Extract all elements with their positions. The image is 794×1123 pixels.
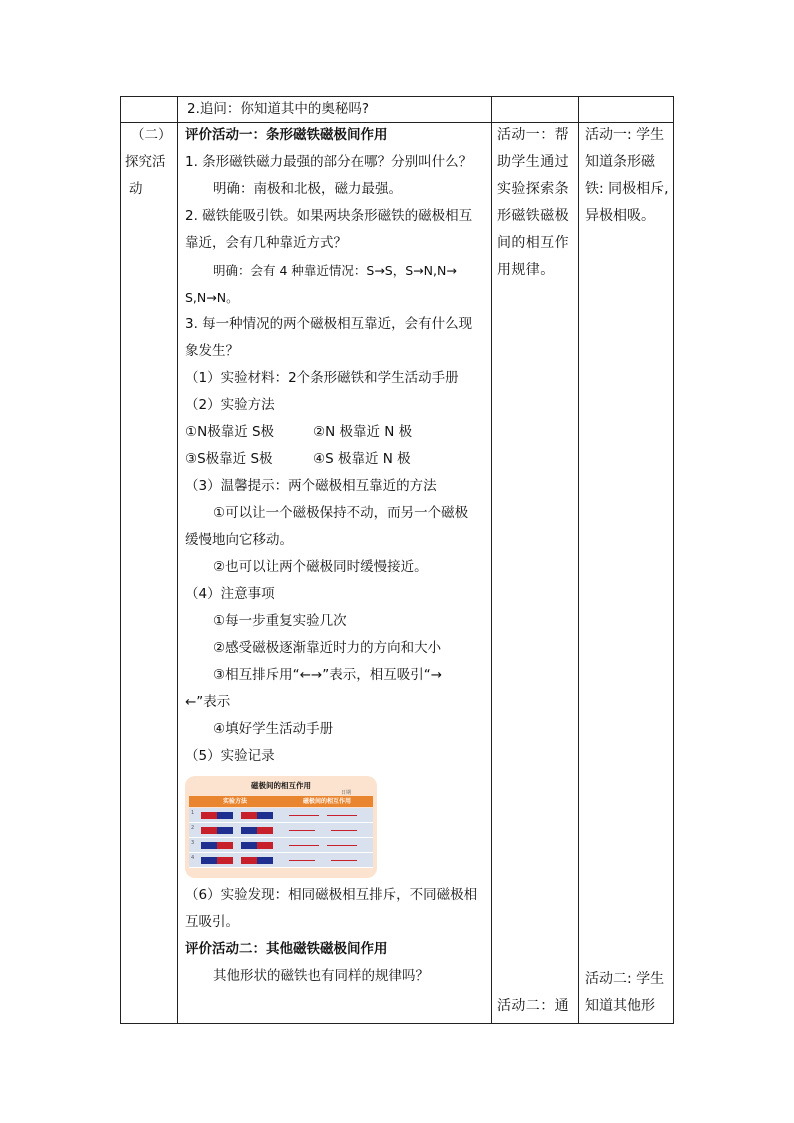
design-line: 活动二：通 — [497, 998, 569, 1014]
method-row-1 — [185, 419, 487, 446]
magnet-bar — [201, 812, 233, 819]
notes-item: （4）注意事项 — [185, 586, 275, 602]
figure-header-interaction: 磁极间的相互作用 — [302, 798, 351, 805]
tip-1-line2: 缓慢地向它移动。 — [185, 532, 293, 548]
method-row-2 — [185, 446, 487, 473]
figure-row-number: 2 — [191, 825, 195, 831]
figure-row — [189, 808, 373, 823]
arrow-left — [327, 845, 357, 846]
finding-line1: （6）实验发现：相同磁极相互排斥，不同磁极相 — [185, 887, 478, 903]
arrow-right — [331, 860, 357, 861]
row2-design-cell — [497, 122, 577, 284]
followup-question: 2.追问：你知道其中的奥秘吗? — [187, 101, 370, 117]
method-item: （2）实验方法 — [185, 397, 275, 413]
figure-row — [189, 823, 373, 838]
magnet-bar — [241, 842, 273, 849]
design-line: 用规律。 — [497, 262, 555, 278]
figure-row — [189, 853, 373, 868]
magnet-bar — [241, 827, 273, 834]
section-name-line1: 探究活 — [125, 154, 166, 170]
figure-row-number: 1 — [191, 810, 195, 816]
row2-design-cell-2 — [497, 993, 577, 1020]
arrow-left — [289, 830, 315, 831]
figure-row-number: 3 — [191, 840, 195, 846]
magnet-bar — [241, 857, 273, 864]
design-line: 间的相互作 — [497, 235, 569, 251]
method-c: ③S极靠近 S极 — [185, 451, 273, 467]
note-3-line1: ③相互排斥用“←→”表示，相互吸引“→ — [213, 667, 443, 683]
goal-line: 知道条形磁 — [585, 154, 655, 170]
design-line: 形磁铁磁极 — [497, 208, 569, 224]
design-line: 助学生通过 — [497, 154, 569, 170]
arrow-right — [331, 830, 357, 831]
column-divider — [177, 97, 178, 1023]
goal-line: 活动二: 学生 — [585, 971, 665, 987]
record-item: （5）实验记录 — [185, 748, 275, 764]
note-4: ④填好学生活动手册 — [213, 721, 334, 737]
method-d: ④S 极靠近 N 极 — [313, 451, 411, 467]
question-3-line1: 3. 每一种情况的两个磁极相互靠近，会有什么现 — [185, 316, 473, 332]
lesson-table — [120, 96, 674, 1024]
row2-goal-cell-2 — [585, 966, 671, 1020]
arrow-right — [289, 815, 319, 816]
materials-item: （1）实验材料：2个条形磁铁和学生活动手册 — [185, 370, 459, 386]
note-2: ②感受磁极逐渐靠近时力的方向和大小 — [213, 640, 442, 656]
finding-line2: 互吸引。 — [185, 914, 239, 930]
method-a: ①N极靠近 S极 — [185, 424, 275, 440]
magnet-bar — [201, 827, 233, 834]
question-2-line2: 靠近，会有几种靠近方式？ — [185, 235, 347, 251]
note-1: ①每一步重复实验几次 — [213, 613, 347, 629]
arrow-left — [327, 815, 357, 816]
row2-goal-cell — [585, 122, 671, 230]
goal-line: 异极相吸。 — [585, 208, 655, 224]
magnet-bar — [201, 842, 233, 849]
arrow-left — [289, 860, 315, 861]
column-divider — [578, 97, 579, 1023]
repulsion-arrows — [289, 830, 357, 831]
tip-2: ②也可以让两个磁极同时缓慢接近。 — [213, 559, 428, 575]
note-3-line2: ←”表示 — [185, 694, 231, 710]
section-name-line2: 动 — [129, 181, 143, 197]
row1-main-cell — [187, 96, 487, 123]
figure-row-number: 4 — [191, 855, 195, 861]
magnet-bar — [201, 857, 233, 864]
answer-2-line1: 明确：会有 4 种靠近情况：S→S，S→N,N→ — [213, 263, 457, 278]
row2-section-cell — [125, 122, 175, 203]
tip-1-line1: ①可以让一个磁极保持不动，而另一个磁极 — [213, 505, 469, 521]
tips-item: （3）温馨提示：两个磁极相互靠近的方法 — [185, 478, 437, 494]
design-line: 活动一：帮 — [497, 127, 569, 143]
arrow-right — [289, 845, 319, 846]
answer-2-line2: S,N→N。 — [185, 290, 239, 305]
figure-header — [189, 796, 373, 807]
answer-1: 明确：南极和北极，磁力最强。 — [213, 181, 402, 197]
magnet-bar — [241, 812, 273, 819]
activity1-heading: 评价活动一：条形磁铁磁极间作用 — [185, 127, 388, 143]
design-line: 实验探索条 — [497, 181, 569, 197]
figure-row — [189, 838, 373, 853]
question-1: 1. 条形磁铁磁力最强的部分在哪？分别叫什么？ — [185, 154, 473, 170]
row2-main-cell — [185, 122, 487, 990]
question-2-line1: 2. 磁铁能吸引铁。如果两块条形磁铁的磁极相互 — [185, 208, 473, 224]
section-number: （二） — [131, 127, 172, 143]
figure-date-label: 日期 — [340, 790, 351, 796]
goal-line: 活动一: 学生 — [585, 127, 665, 143]
repulsion-arrows — [289, 860, 357, 861]
attraction-arrows — [289, 815, 357, 816]
figure-header-method: 实验方法 — [222, 798, 247, 805]
activity2-heading: 评价活动二：其他磁铁磁极间作用 — [185, 941, 388, 957]
column-divider — [491, 97, 492, 1023]
record-table-figure — [185, 776, 377, 878]
method-b: ②N 极靠近 N 极 — [313, 424, 413, 440]
attraction-arrows — [289, 845, 357, 846]
question-3-line2: 象发生？ — [185, 343, 239, 359]
goal-line: 知道其他形 — [585, 998, 655, 1014]
question-4: 其他形状的磁铁也有同样的规律吗？ — [213, 968, 429, 984]
figure-title: 磁极间的相互作用 — [251, 781, 311, 790]
goal-line: 铁: 同极相斥, — [585, 181, 669, 197]
